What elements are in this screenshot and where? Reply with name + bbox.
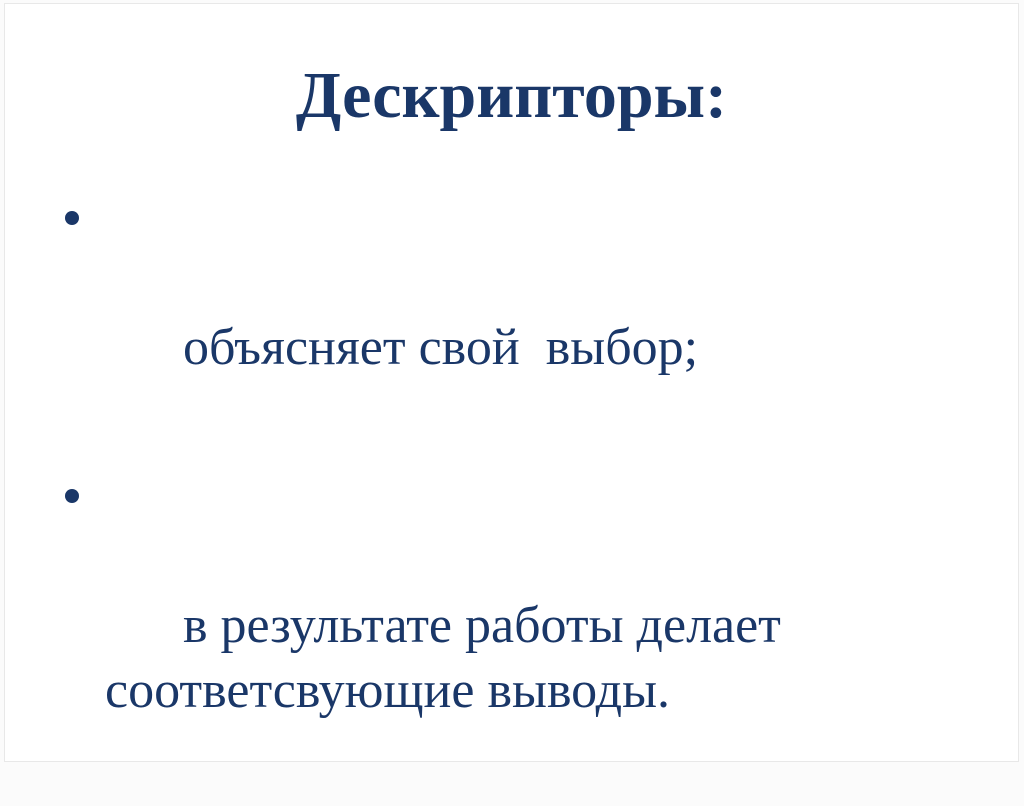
bullet-dot-icon (65, 211, 79, 225)
slide-title: Дескрипторы: (295, 59, 728, 132)
bullet-item (105, 463, 895, 788)
bullet-text: в результате работы делает соответсвующие выводы. (105, 597, 794, 719)
slide (4, 3, 1019, 762)
bullet-item (105, 185, 895, 445)
bullet-dot-icon (65, 489, 79, 503)
bullet-text: объясняет свой выбор; (183, 319, 699, 376)
bullet-list (105, 185, 905, 806)
